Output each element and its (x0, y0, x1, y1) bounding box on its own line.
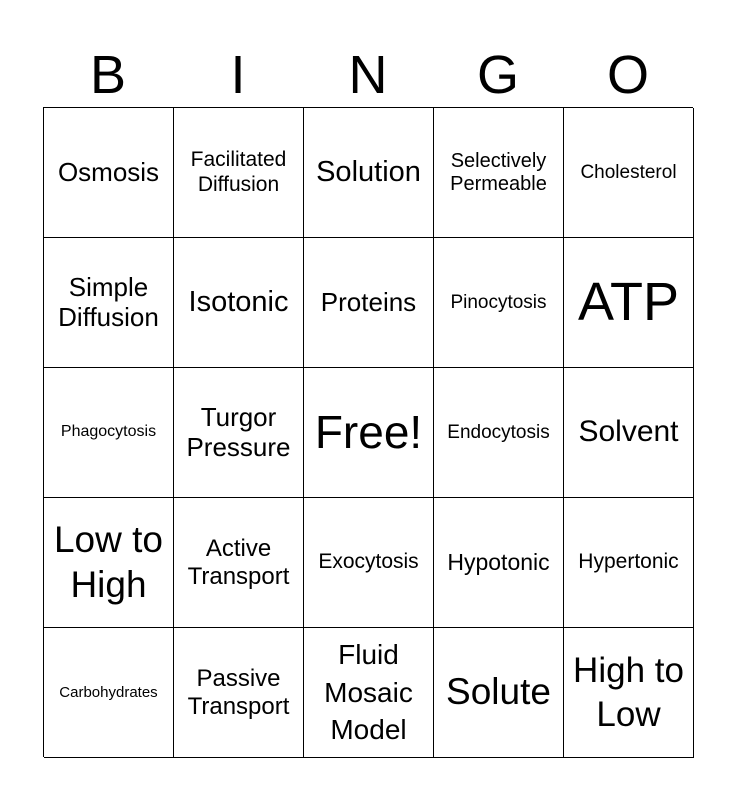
cell-label: Proteins (320, 286, 417, 317)
bingo-cell[interactable] (304, 368, 434, 498)
cell-label: Endocytosis (447, 421, 550, 443)
header-letter-i: I (230, 45, 246, 105)
cell-label: Turgor Pressure (186, 401, 291, 462)
cell-label: Simple Diffusion (58, 271, 159, 332)
bingo-cell[interactable] (44, 498, 174, 628)
header-letter-n: N (348, 45, 388, 105)
bingo-cell[interactable] (304, 238, 434, 368)
bingo-cell[interactable] (44, 368, 174, 498)
cell-label: Low to High (53, 519, 163, 605)
cell-label: Osmosis (57, 156, 160, 187)
bingo-cell[interactable] (434, 108, 564, 238)
bingo-cell[interactable] (564, 368, 694, 498)
bingo-cell[interactable] (174, 628, 304, 758)
cell-label: Solution (316, 155, 421, 188)
cell-label: Pinocytosis (450, 291, 547, 313)
bingo-cell[interactable] (44, 108, 174, 238)
cell-label: Hypertonic (578, 550, 679, 574)
bingo-board (43, 107, 693, 757)
header-letter-o: O (606, 45, 649, 105)
cell-label: Hypotonic (447, 549, 550, 576)
bingo-cell[interactable] (434, 498, 564, 628)
cell-label: Carbohydrates (59, 683, 158, 701)
bingo-cell[interactable] (304, 498, 434, 628)
bingo-cell[interactable] (564, 108, 694, 238)
bingo-cell[interactable] (174, 238, 304, 368)
header-letter-g: G (476, 45, 519, 105)
bingo-header (43, 44, 693, 106)
bingo-cell[interactable] (434, 238, 564, 368)
header-letter-b: B (89, 45, 127, 105)
cell-label: Isotonic (188, 285, 289, 318)
cell-label: Active Transport (187, 534, 290, 590)
cell-label: Solute (446, 671, 551, 713)
bingo-cell[interactable] (564, 498, 694, 628)
cell-label: ATP (577, 272, 679, 333)
bingo-cell[interactable] (174, 368, 304, 498)
bingo-cell[interactable] (564, 238, 694, 368)
bingo-cell[interactable] (304, 108, 434, 238)
bingo-cell[interactable] (304, 628, 434, 758)
cell-label: Fluid Mosaic Model (324, 638, 413, 746)
bingo-cell[interactable] (174, 498, 304, 628)
cell-label: Selectively Permeable (450, 149, 547, 195)
bingo-cell[interactable] (434, 628, 564, 758)
bingo-cell[interactable] (174, 108, 304, 238)
cell-label: Exocytosis (318, 550, 419, 574)
bingo-cell[interactable] (44, 628, 174, 758)
cell-label: Cholesterol (580, 161, 677, 183)
cell-label: High to Low (573, 650, 684, 734)
bingo-cell[interactable] (44, 238, 174, 368)
cell-label: Phagocytosis (60, 423, 157, 441)
bingo-cell[interactable] (564, 628, 694, 758)
cell-label: Solvent (578, 415, 679, 449)
free-space-label: Free! (314, 406, 423, 459)
cell-label: Passive Transport (187, 664, 290, 720)
bingo-cell[interactable] (434, 368, 564, 498)
cell-label: Facilitated Diffusion (190, 148, 287, 196)
